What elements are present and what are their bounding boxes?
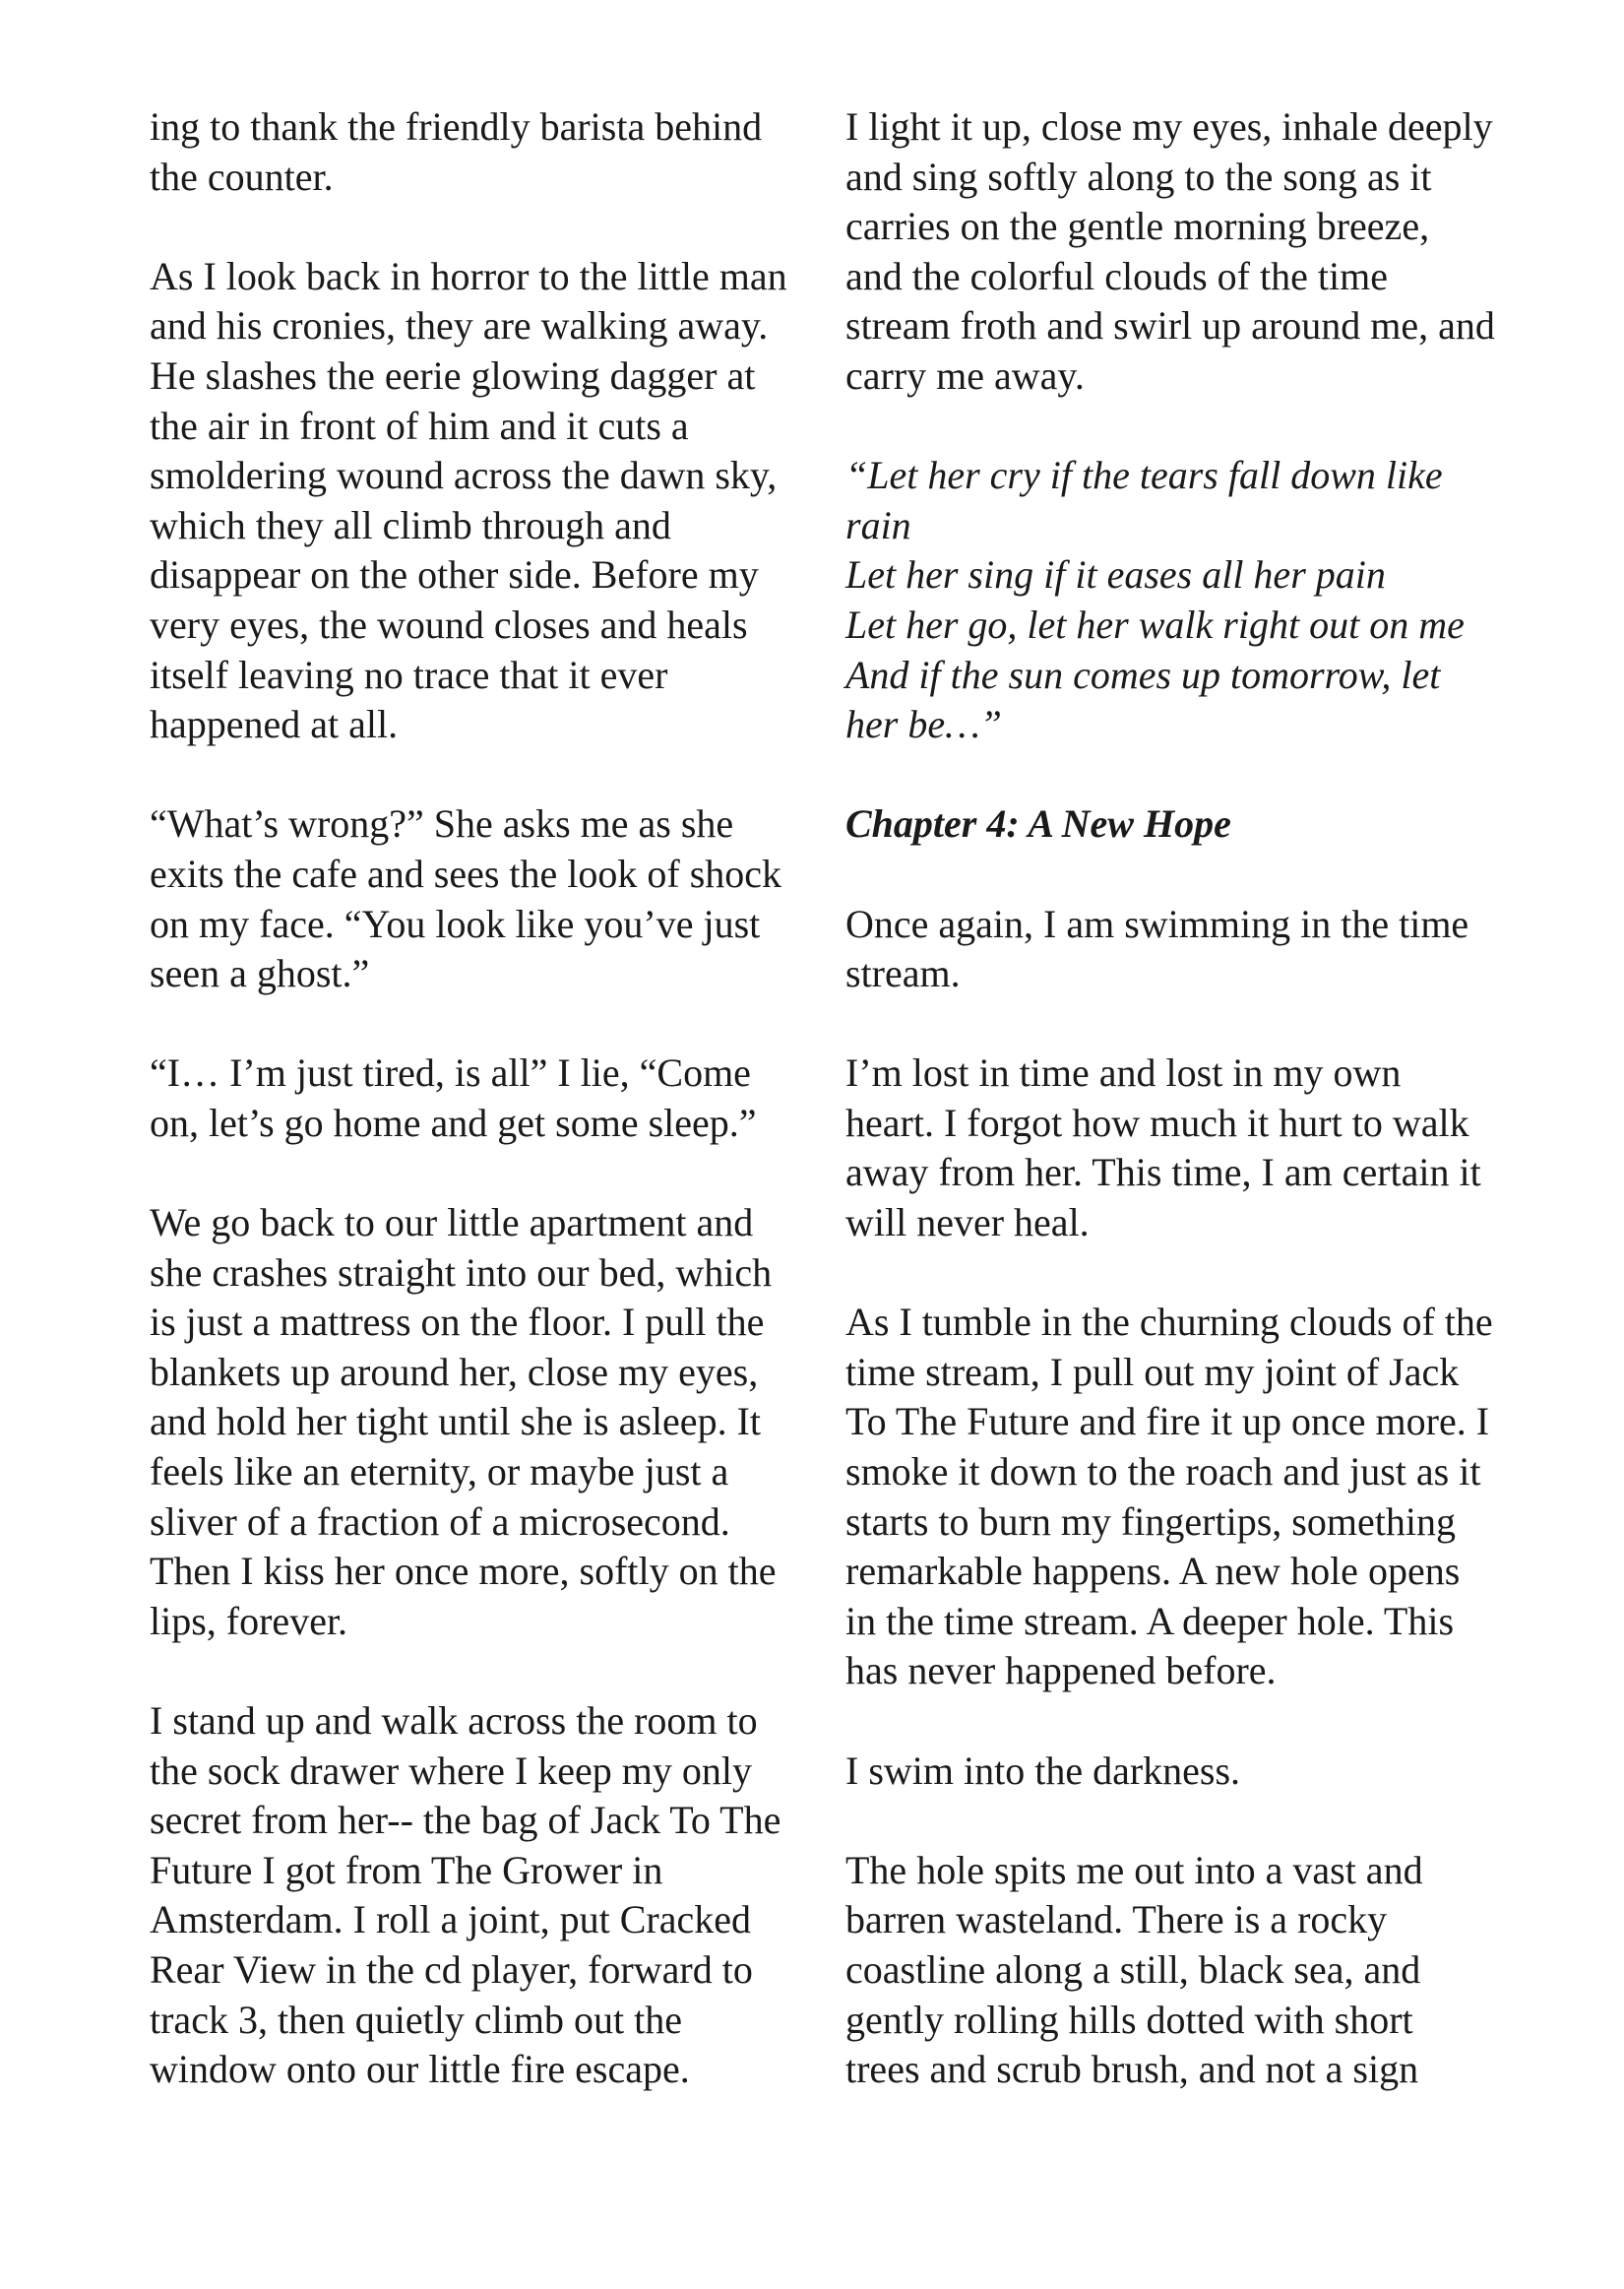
left-column bbox=[150, 102, 799, 2095]
paragraph: “What’s wrong?” She asks me as she exits the cafe and sees the look of shock on my face. “You look like you’ve just seen a ghost.” bbox=[150, 801, 792, 996]
paragraph: I swim into the darkness. bbox=[845, 1748, 1241, 1793]
paragraph: The hole spits me out into a vast and barren wasteland. There is a rocky coastline along a still, black sea, and gently rolling hills dotted with short trees and scrub brush, and not a sign bbox=[845, 1847, 1433, 2092]
paragraph: I stand up and walk across the room to the sock drawer where I keep my only secret from her-- the bag of Jack To The Future I got from The Grower in Amsterdam. I roll a joint, put Cracked Rear View in the cd player, forward to track 3, then quietly climb out the window onto our little fire escape. bbox=[150, 1698, 791, 2092]
paragraph: As I tumble in the churning clouds of the time stream, I pull out my joint of Jack To The Future and fire it up once more. I smoke it down to the roach and just as it starts to burn my fingertips, something remarkable happens. A new hole opens in the time stream. A deeper hole. This has never happened before. bbox=[845, 1300, 1503, 1693]
right-column bbox=[845, 102, 1505, 2095]
paragraph: I light it up, close my eyes, inhale deeply and sing softly along to the song as it carries on the gentle morning breeze, and the colorful clouds of the time stream froth and swirl up around me, and carry me away. bbox=[845, 104, 1505, 398]
paragraph: We go back to our little apartment and she crashes straight into our bed, which is just a mattress on the floor. I pull the blankets up around her, close my eyes, and hold her tight until she is asleep. It feels like an eternity, or maybe just a sliver of a fraction of a microsecond. Then I kiss her once more, softly on the lips, forever. bbox=[150, 1200, 786, 1643]
chapter-heading: Chapter 4: A New Hope bbox=[845, 801, 1231, 847]
paragraph: As I look back in horror to the little man and his cronies, they are walking away. He slashes the eerie glowing dagger at the air in front of him and it cuts a smoldering wound across the dawn sky, which they all climb through and disappear on the other side. Before my very eyes, the wound closes and heals itself leaving no trace that it ever happened at all. bbox=[150, 253, 797, 747]
paragraph: ing to thank the friendly barista behind the counter. bbox=[150, 104, 773, 199]
paragraph: Once again, I am swimming in the time stream. bbox=[845, 901, 1479, 996]
paragraph: I’m lost in time and lost in my own heart. I forgot how much it hurt to walk away from her. This time, I am certain it will never heal. bbox=[845, 1050, 1491, 1245]
song-lyrics: “Let her cry if the tears fall down like rain Let her sing if it eases all her pain Let her go, let her walk right out on me And if the sun comes up tomorrow, let her be…” bbox=[845, 453, 1465, 747]
paragraph: “I… I’m just tired, is all” I lie, “Come on, let’s go home and get some sleep.” bbox=[150, 1050, 761, 1145]
